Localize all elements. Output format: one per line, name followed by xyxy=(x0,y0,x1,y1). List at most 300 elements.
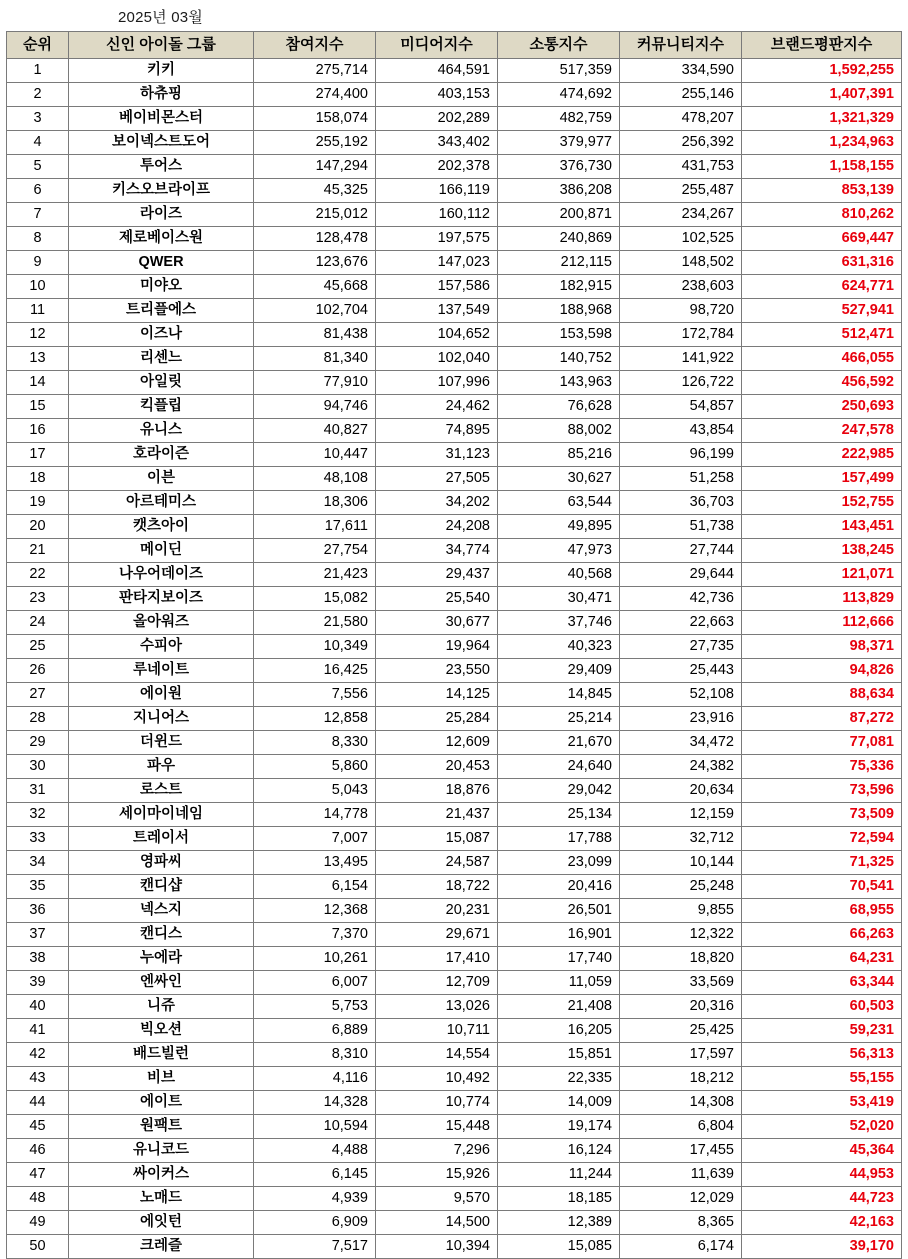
cell-community: 51,738 xyxy=(620,515,742,539)
cell-participation: 7,556 xyxy=(254,683,376,707)
table-row xyxy=(7,299,902,323)
cell-brand-reputation: 512,471 xyxy=(742,323,902,347)
cell-rank: 9 xyxy=(7,251,69,275)
cell-media: 160,112 xyxy=(376,203,498,227)
cell-rank: 16 xyxy=(7,419,69,443)
table-caption: 2025년 03월 xyxy=(118,9,204,26)
cell-rank: 4 xyxy=(7,131,69,155)
cell-rank: 34 xyxy=(7,851,69,875)
cell-rank: 25 xyxy=(7,635,69,659)
cell-media: 20,453 xyxy=(376,755,498,779)
table-row xyxy=(7,827,902,851)
cell-brand-reputation: 44,723 xyxy=(742,1187,902,1211)
cell-group-name: 투어스 xyxy=(69,155,254,179)
cell-group-name: 수피아 xyxy=(69,635,254,659)
cell-brand-reputation: 52,020 xyxy=(742,1115,902,1139)
cell-group-name: 올아워즈 xyxy=(69,611,254,635)
cell-rank: 27 xyxy=(7,683,69,707)
cell-participation: 17,611 xyxy=(254,515,376,539)
cell-brand-reputation: 72,594 xyxy=(742,827,902,851)
cell-communication: 153,598 xyxy=(498,323,620,347)
cell-participation: 10,349 xyxy=(254,635,376,659)
cell-participation: 4,488 xyxy=(254,1139,376,1163)
cell-communication: 63,544 xyxy=(498,491,620,515)
cell-media: 31,123 xyxy=(376,443,498,467)
cell-communication: 30,471 xyxy=(498,587,620,611)
cell-media: 30,677 xyxy=(376,611,498,635)
cell-communication: 12,389 xyxy=(498,1211,620,1235)
cell-brand-reputation: 45,364 xyxy=(742,1139,902,1163)
cell-brand-reputation: 152,755 xyxy=(742,491,902,515)
cell-media: 10,394 xyxy=(376,1235,498,1259)
cell-participation: 4,939 xyxy=(254,1187,376,1211)
cell-brand-reputation: 222,985 xyxy=(742,443,902,467)
cell-media: 21,437 xyxy=(376,803,498,827)
cell-participation: 12,368 xyxy=(254,899,376,923)
cell-communication: 17,740 xyxy=(498,947,620,971)
cell-communication: 240,869 xyxy=(498,227,620,251)
cell-communication: 47,973 xyxy=(498,539,620,563)
table-row xyxy=(7,899,902,923)
cell-community: 25,248 xyxy=(620,875,742,899)
header-row xyxy=(7,32,902,59)
cell-brand-reputation: 71,325 xyxy=(742,851,902,875)
table-row xyxy=(7,1187,902,1211)
cell-group-name: 나우어데이즈 xyxy=(69,563,254,587)
cell-brand-reputation: 250,693 xyxy=(742,395,902,419)
cell-rank: 3 xyxy=(7,107,69,131)
cell-media: 137,549 xyxy=(376,299,498,323)
cell-media: 24,208 xyxy=(376,515,498,539)
cell-group-name: 유니코드 xyxy=(69,1139,254,1163)
cell-rank: 36 xyxy=(7,899,69,923)
cell-brand-reputation: 75,336 xyxy=(742,755,902,779)
cell-participation: 274,400 xyxy=(254,83,376,107)
cell-community: 25,425 xyxy=(620,1019,742,1043)
table-row xyxy=(7,467,902,491)
cell-participation: 21,580 xyxy=(254,611,376,635)
cell-rank: 21 xyxy=(7,539,69,563)
cell-communication: 140,752 xyxy=(498,347,620,371)
cell-media: 25,540 xyxy=(376,587,498,611)
cell-group-name: 킥플립 xyxy=(69,395,254,419)
cell-brand-reputation: 88,634 xyxy=(742,683,902,707)
cell-community: 12,159 xyxy=(620,803,742,827)
table-row xyxy=(7,683,902,707)
table-row xyxy=(7,1067,902,1091)
cell-participation: 45,325 xyxy=(254,179,376,203)
cell-rank: 40 xyxy=(7,995,69,1019)
cell-communication: 16,124 xyxy=(498,1139,620,1163)
cell-participation: 6,007 xyxy=(254,971,376,995)
cell-communication: 37,746 xyxy=(498,611,620,635)
cell-community: 33,569 xyxy=(620,971,742,995)
cell-brand-reputation: 73,509 xyxy=(742,803,902,827)
cell-communication: 14,009 xyxy=(498,1091,620,1115)
cell-rank: 15 xyxy=(7,395,69,419)
table-row xyxy=(7,1235,902,1259)
cell-communication: 15,085 xyxy=(498,1235,620,1259)
cell-communication: 14,845 xyxy=(498,683,620,707)
table-row xyxy=(7,155,902,179)
table-header xyxy=(7,32,902,59)
table-row xyxy=(7,395,902,419)
cell-rank: 29 xyxy=(7,731,69,755)
table-row xyxy=(7,851,902,875)
cell-communication: 30,627 xyxy=(498,467,620,491)
cell-communication: 16,901 xyxy=(498,923,620,947)
cell-group-name: 베이비몬스터 xyxy=(69,107,254,131)
cell-group-name: 더윈드 xyxy=(69,731,254,755)
cell-media: 24,587 xyxy=(376,851,498,875)
cell-rank: 13 xyxy=(7,347,69,371)
cell-community: 12,322 xyxy=(620,923,742,947)
cell-participation: 5,043 xyxy=(254,779,376,803)
cell-media: 15,087 xyxy=(376,827,498,851)
cell-participation: 81,340 xyxy=(254,347,376,371)
table-row xyxy=(7,947,902,971)
cell-group-name: 캣츠아이 xyxy=(69,515,254,539)
cell-group-name: 키스오브라이프 xyxy=(69,179,254,203)
cell-communication: 200,871 xyxy=(498,203,620,227)
table-row xyxy=(7,755,902,779)
cell-communication: 49,895 xyxy=(498,515,620,539)
cell-community: 43,854 xyxy=(620,419,742,443)
cell-group-name: 캔디샵 xyxy=(69,875,254,899)
cell-brand-reputation: 68,955 xyxy=(742,899,902,923)
cell-community: 238,603 xyxy=(620,275,742,299)
cell-communication: 76,628 xyxy=(498,395,620,419)
cell-communication: 482,759 xyxy=(498,107,620,131)
cell-participation: 275,714 xyxy=(254,59,376,83)
cell-rank: 42 xyxy=(7,1043,69,1067)
cell-participation: 12,858 xyxy=(254,707,376,731)
cell-participation: 13,495 xyxy=(254,851,376,875)
cell-participation: 158,074 xyxy=(254,107,376,131)
cell-community: 20,634 xyxy=(620,779,742,803)
cell-brand-reputation: 53,419 xyxy=(742,1091,902,1115)
cell-brand-reputation: 631,316 xyxy=(742,251,902,275)
cell-participation: 10,447 xyxy=(254,443,376,467)
cell-community: 96,199 xyxy=(620,443,742,467)
cell-brand-reputation: 143,451 xyxy=(742,515,902,539)
cell-communication: 40,568 xyxy=(498,563,620,587)
cell-group-name: 비브 xyxy=(69,1067,254,1091)
column-header-participation: 참여지수 xyxy=(254,32,376,59)
cell-community: 98,720 xyxy=(620,299,742,323)
cell-community: 12,029 xyxy=(620,1187,742,1211)
cell-community: 29,644 xyxy=(620,563,742,587)
cell-participation: 102,704 xyxy=(254,299,376,323)
cell-community: 18,820 xyxy=(620,947,742,971)
cell-media: 13,026 xyxy=(376,995,498,1019)
cell-communication: 85,216 xyxy=(498,443,620,467)
cell-community: 14,308 xyxy=(620,1091,742,1115)
cell-community: 255,146 xyxy=(620,83,742,107)
cell-community: 10,144 xyxy=(620,851,742,875)
cell-communication: 24,640 xyxy=(498,755,620,779)
cell-participation: 6,154 xyxy=(254,875,376,899)
cell-media: 25,284 xyxy=(376,707,498,731)
cell-brand-reputation: 112,666 xyxy=(742,611,902,635)
cell-rank: 48 xyxy=(7,1187,69,1211)
table-row xyxy=(7,731,902,755)
cell-communication: 376,730 xyxy=(498,155,620,179)
cell-rank: 47 xyxy=(7,1163,69,1187)
cell-community: 34,472 xyxy=(620,731,742,755)
cell-community: 255,487 xyxy=(620,179,742,203)
cell-communication: 143,963 xyxy=(498,371,620,395)
cell-brand-reputation: 70,541 xyxy=(742,875,902,899)
cell-group-name: 로스트 xyxy=(69,779,254,803)
table-row xyxy=(7,1043,902,1067)
cell-group-name: 지니어스 xyxy=(69,707,254,731)
cell-communication: 15,851 xyxy=(498,1043,620,1067)
cell-communication: 386,208 xyxy=(498,179,620,203)
cell-community: 25,443 xyxy=(620,659,742,683)
cell-group-name: 배드빌런 xyxy=(69,1043,254,1067)
cell-media: 197,575 xyxy=(376,227,498,251)
cell-participation: 10,261 xyxy=(254,947,376,971)
cell-brand-reputation: 87,272 xyxy=(742,707,902,731)
cell-brand-reputation: 624,771 xyxy=(742,275,902,299)
cell-communication: 21,670 xyxy=(498,731,620,755)
cell-rank: 37 xyxy=(7,923,69,947)
table-row xyxy=(7,419,902,443)
cell-community: 334,590 xyxy=(620,59,742,83)
table-row xyxy=(7,1163,902,1187)
cell-brand-reputation: 1,592,255 xyxy=(742,59,902,83)
cell-participation: 16,425 xyxy=(254,659,376,683)
cell-participation: 40,827 xyxy=(254,419,376,443)
table-row xyxy=(7,323,902,347)
cell-brand-reputation: 247,578 xyxy=(742,419,902,443)
cell-group-name: 메이딘 xyxy=(69,539,254,563)
column-header-communication: 소통지수 xyxy=(498,32,620,59)
cell-participation: 18,306 xyxy=(254,491,376,515)
cell-community: 17,597 xyxy=(620,1043,742,1067)
cell-group-name: 크레즐 xyxy=(69,1235,254,1259)
cell-communication: 19,174 xyxy=(498,1115,620,1139)
cell-media: 107,996 xyxy=(376,371,498,395)
cell-group-name: 호라이즌 xyxy=(69,443,254,467)
cell-participation: 45,668 xyxy=(254,275,376,299)
cell-community: 20,316 xyxy=(620,995,742,1019)
cell-group-name: 에이원 xyxy=(69,683,254,707)
cell-participation: 6,889 xyxy=(254,1019,376,1043)
table-row xyxy=(7,995,902,1019)
cell-brand-reputation: 64,231 xyxy=(742,947,902,971)
table-row xyxy=(7,923,902,947)
cell-brand-reputation: 157,499 xyxy=(742,467,902,491)
cell-brand-reputation: 853,139 xyxy=(742,179,902,203)
cell-rank: 18 xyxy=(7,467,69,491)
column-header-brand-reputation: 브랜드평판지수 xyxy=(742,32,902,59)
cell-brand-reputation: 810,262 xyxy=(742,203,902,227)
table-row xyxy=(7,491,902,515)
cell-media: 29,671 xyxy=(376,923,498,947)
cell-rank: 50 xyxy=(7,1235,69,1259)
cell-community: 141,922 xyxy=(620,347,742,371)
cell-media: 147,023 xyxy=(376,251,498,275)
column-header-media: 미디어지수 xyxy=(376,32,498,59)
cell-media: 7,296 xyxy=(376,1139,498,1163)
cell-group-name: 이즈나 xyxy=(69,323,254,347)
table-row xyxy=(7,1211,902,1235)
cell-participation: 48,108 xyxy=(254,467,376,491)
cell-brand-reputation: 1,407,391 xyxy=(742,83,902,107)
cell-participation: 27,754 xyxy=(254,539,376,563)
cell-communication: 11,059 xyxy=(498,971,620,995)
cell-media: 9,570 xyxy=(376,1187,498,1211)
cell-rank: 49 xyxy=(7,1211,69,1235)
cell-communication: 212,115 xyxy=(498,251,620,275)
cell-media: 202,378 xyxy=(376,155,498,179)
cell-participation: 7,370 xyxy=(254,923,376,947)
cell-rank: 32 xyxy=(7,803,69,827)
cell-participation: 5,753 xyxy=(254,995,376,1019)
cell-participation: 77,910 xyxy=(254,371,376,395)
cell-group-name: 원팩트 xyxy=(69,1115,254,1139)
cell-community: 234,267 xyxy=(620,203,742,227)
cell-community: 23,916 xyxy=(620,707,742,731)
cell-rank: 33 xyxy=(7,827,69,851)
cell-communication: 25,214 xyxy=(498,707,620,731)
cell-group-name: 영파씨 xyxy=(69,851,254,875)
cell-group-name: 에이트 xyxy=(69,1091,254,1115)
cell-media: 15,448 xyxy=(376,1115,498,1139)
cell-communication: 22,335 xyxy=(498,1067,620,1091)
cell-rank: 24 xyxy=(7,611,69,635)
cell-participation: 8,330 xyxy=(254,731,376,755)
cell-media: 14,500 xyxy=(376,1211,498,1235)
cell-media: 34,774 xyxy=(376,539,498,563)
cell-communication: 88,002 xyxy=(498,419,620,443)
cell-group-name: 아일릿 xyxy=(69,371,254,395)
cell-community: 9,855 xyxy=(620,899,742,923)
table-row xyxy=(7,107,902,131)
cell-community: 36,703 xyxy=(620,491,742,515)
cell-brand-reputation: 55,155 xyxy=(742,1067,902,1091)
cell-brand-reputation: 1,158,155 xyxy=(742,155,902,179)
cell-participation: 5,860 xyxy=(254,755,376,779)
cell-community: 6,804 xyxy=(620,1115,742,1139)
cell-communication: 25,134 xyxy=(498,803,620,827)
cell-brand-reputation: 56,313 xyxy=(742,1043,902,1067)
cell-participation: 7,007 xyxy=(254,827,376,851)
cell-group-name: 하츄핑 xyxy=(69,83,254,107)
cell-community: 256,392 xyxy=(620,131,742,155)
cell-community: 148,502 xyxy=(620,251,742,275)
cell-rank: 46 xyxy=(7,1139,69,1163)
cell-rank: 14 xyxy=(7,371,69,395)
cell-brand-reputation: 42,163 xyxy=(742,1211,902,1235)
cell-media: 157,586 xyxy=(376,275,498,299)
cell-group-name: QWER xyxy=(69,251,254,275)
cell-rank: 8 xyxy=(7,227,69,251)
table-row xyxy=(7,611,902,635)
cell-community: 6,174 xyxy=(620,1235,742,1259)
table-row xyxy=(7,347,902,371)
cell-media: 74,895 xyxy=(376,419,498,443)
brand-reputation-table xyxy=(6,31,902,1259)
table-row xyxy=(7,443,902,467)
cell-rank: 35 xyxy=(7,875,69,899)
table-row xyxy=(7,179,902,203)
cell-participation: 21,423 xyxy=(254,563,376,587)
cell-participation: 123,676 xyxy=(254,251,376,275)
cell-rank: 39 xyxy=(7,971,69,995)
cell-media: 34,202 xyxy=(376,491,498,515)
cell-communication: 474,692 xyxy=(498,83,620,107)
cell-brand-reputation: 66,263 xyxy=(742,923,902,947)
cell-media: 464,591 xyxy=(376,59,498,83)
cell-participation: 215,012 xyxy=(254,203,376,227)
cell-participation: 6,909 xyxy=(254,1211,376,1235)
cell-media: 24,462 xyxy=(376,395,498,419)
cell-participation: 4,116 xyxy=(254,1067,376,1091)
cell-media: 104,652 xyxy=(376,323,498,347)
cell-brand-reputation: 466,055 xyxy=(742,347,902,371)
cell-group-name: 파우 xyxy=(69,755,254,779)
cell-group-name: 에잇턴 xyxy=(69,1211,254,1235)
cell-brand-reputation: 44,953 xyxy=(742,1163,902,1187)
cell-group-name: 유니스 xyxy=(69,419,254,443)
table-row xyxy=(7,275,902,299)
table-row xyxy=(7,371,902,395)
cell-community: 126,722 xyxy=(620,371,742,395)
cell-community: 27,735 xyxy=(620,635,742,659)
cell-participation: 6,145 xyxy=(254,1163,376,1187)
cell-group-name: 루네이트 xyxy=(69,659,254,683)
cell-participation: 81,438 xyxy=(254,323,376,347)
cell-group-name: 리센느 xyxy=(69,347,254,371)
cell-community: 172,784 xyxy=(620,323,742,347)
cell-communication: 517,359 xyxy=(498,59,620,83)
cell-rank: 30 xyxy=(7,755,69,779)
cell-brand-reputation: 669,447 xyxy=(742,227,902,251)
cell-rank: 38 xyxy=(7,947,69,971)
cell-community: 8,365 xyxy=(620,1211,742,1235)
cell-group-name: 빅오션 xyxy=(69,1019,254,1043)
cell-media: 20,231 xyxy=(376,899,498,923)
table-row xyxy=(7,59,902,83)
table-row xyxy=(7,1091,902,1115)
cell-rank: 10 xyxy=(7,275,69,299)
table-row xyxy=(7,203,902,227)
cell-group-name: 보이넥스트도어 xyxy=(69,131,254,155)
cell-group-name: 판타지보이즈 xyxy=(69,587,254,611)
cell-community: 22,663 xyxy=(620,611,742,635)
cell-rank: 22 xyxy=(7,563,69,587)
cell-media: 10,711 xyxy=(376,1019,498,1043)
cell-participation: 14,778 xyxy=(254,803,376,827)
cell-rank: 7 xyxy=(7,203,69,227)
cell-group-name: 노매드 xyxy=(69,1187,254,1211)
cell-communication: 18,185 xyxy=(498,1187,620,1211)
cell-group-name: 아르테미스 xyxy=(69,491,254,515)
table-row xyxy=(7,659,902,683)
cell-communication: 16,205 xyxy=(498,1019,620,1043)
cell-media: 19,964 xyxy=(376,635,498,659)
cell-rank: 41 xyxy=(7,1019,69,1043)
cell-community: 27,744 xyxy=(620,539,742,563)
cell-brand-reputation: 121,071 xyxy=(742,563,902,587)
cell-media: 12,609 xyxy=(376,731,498,755)
cell-brand-reputation: 138,245 xyxy=(742,539,902,563)
cell-media: 14,125 xyxy=(376,683,498,707)
cell-rank: 17 xyxy=(7,443,69,467)
